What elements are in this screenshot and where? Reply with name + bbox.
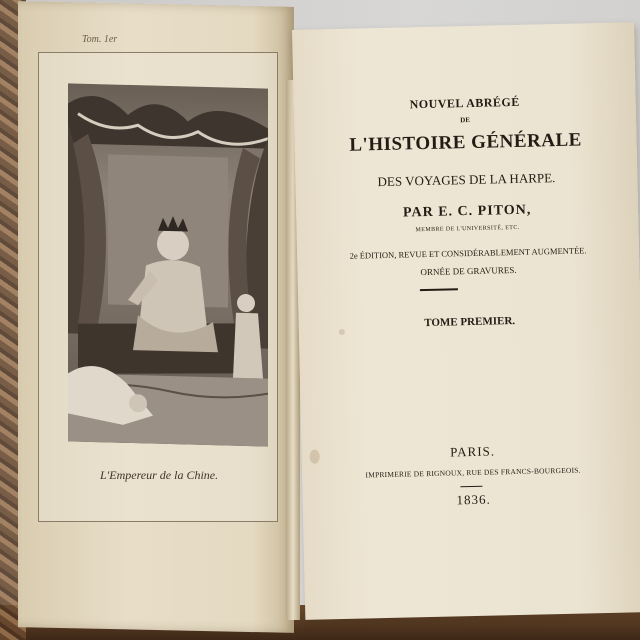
title-page xyxy=(292,22,640,620)
engraving-caption: L'Empereur de la Chine. xyxy=(100,468,219,482)
author-line: PAR E. C. PITON, xyxy=(402,202,532,221)
printer-line: IMPRIMERIE DE RIGNOUX, RUE DES FRANCS-BOURGEOIS. xyxy=(365,465,581,480)
title-line-2: DE xyxy=(460,115,471,125)
rule-divider xyxy=(420,288,458,291)
foxing-spot xyxy=(310,449,320,463)
tome-label: Tom. 1er xyxy=(82,34,118,45)
small-rule xyxy=(460,486,482,487)
year-line: 1836. xyxy=(456,491,491,508)
tome-line: TOME PREMIER. xyxy=(424,315,516,330)
main-title: L'HISTOIRE GÉNÉRALE xyxy=(349,129,583,156)
foxing-spot xyxy=(339,329,345,335)
title-line-1: NOUVEL ABRÉGÉ xyxy=(409,94,520,112)
city-line: PARIS. xyxy=(449,443,496,460)
ornaments-line: ORNÉE DE GRAVURES. xyxy=(420,264,517,278)
author-note: MEMBRE DE L'UNIVERSITÉ, ETC. xyxy=(415,224,520,234)
emperor-engraving xyxy=(68,83,268,446)
edition-line: 2e ÉDITION, REVUE ET CONSIDÉRABLEMENT AUGMENTÉE. xyxy=(349,245,587,261)
subtitle: DES VOYAGES DE LA HARPE. xyxy=(377,170,556,190)
engraving-illustration xyxy=(68,83,268,446)
